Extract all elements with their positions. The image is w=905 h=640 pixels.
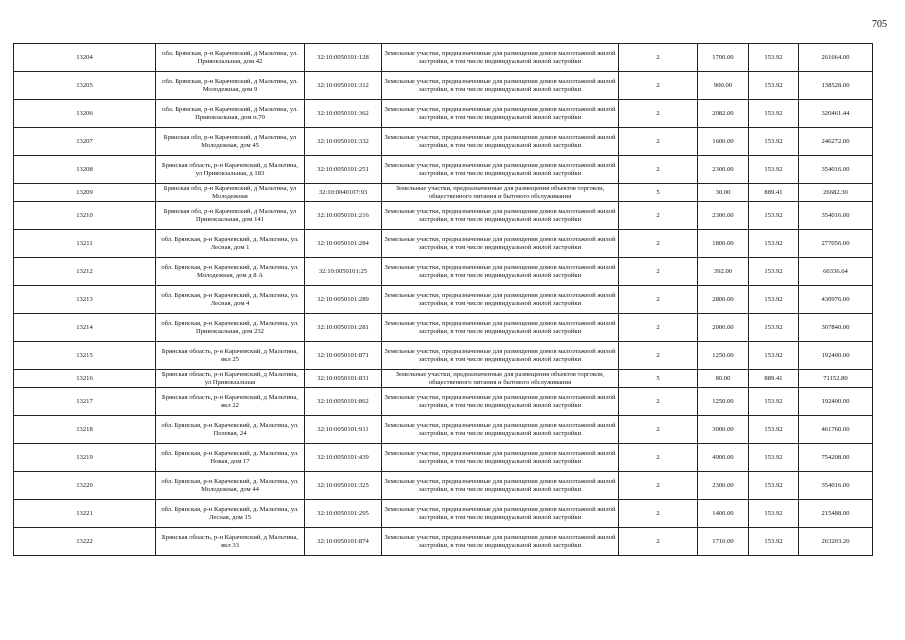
group-number: 2 xyxy=(619,342,698,370)
cadastral-value-cell: 277056.00 xyxy=(799,230,873,258)
land-use-type: Земельные участки, предназначенные для размещения домов малоэтажной жилой застройки, в том числе индивидуальной жилой застройки xyxy=(382,416,619,444)
specific-value-cell: 153.92 xyxy=(749,416,799,444)
specific-value-cell: 153.92 xyxy=(749,342,799,370)
specific-value-cell: 153.92 xyxy=(749,100,799,128)
group-number: 2 xyxy=(619,528,698,556)
land-use-type: Земельные участки, предназначенные для размещения объектов торговли, общественного питания и бытового обслуживания xyxy=(382,370,619,388)
land-use-type: Земельные участки, предназначенные для размещения домов малоэтажной жилой застройки, в том числе индивидуальной жилой застройки xyxy=(382,128,619,156)
area-cell: 2300.00 xyxy=(698,472,749,500)
address-cell: Брянская область, р-н Карачевский, д Мальтина, ул Привокзальная xyxy=(156,370,305,388)
group-number: 2 xyxy=(619,100,698,128)
cadastral-number: 32:10:0050101:862 xyxy=(305,388,382,416)
address-cell: обл. Брянская, р-н Карачевский, д. Мальтина, ул. Лесная, дом 15 xyxy=(156,500,305,528)
table-row xyxy=(14,286,873,314)
land-use-type: Земельные участки, предназначенные для размещения домов малоэтажной жилой застройки, в том числе индивидуальной жилой застройки xyxy=(382,286,619,314)
table-row xyxy=(14,258,873,286)
group-number: 2 xyxy=(619,156,698,184)
cadastral-number: 32:10:0050101:128 xyxy=(305,44,382,72)
row-number: 13207 xyxy=(14,128,156,156)
table-row xyxy=(14,184,873,202)
address-cell: Брянская область, р-н Карачевский, д Мальтина, вкл 22 xyxy=(156,388,305,416)
area-cell: 1800.00 xyxy=(698,230,749,258)
area-cell: 2082.00 xyxy=(698,100,749,128)
address-cell: обл. Брянская, р-н Карачевский, д. Мальтина, ул. Молодежная, дом д 8 А xyxy=(156,258,305,286)
row-number: 13204 xyxy=(14,44,156,72)
cadastral-number: 32:10:0050101:362 xyxy=(305,100,382,128)
specific-value-cell: 153.92 xyxy=(749,128,799,156)
cadastral-value-cell: 461760.00 xyxy=(799,416,873,444)
specific-value-cell: 153.92 xyxy=(749,156,799,184)
land-use-type: Земельные участки, предназначенные для размещения домов малоэтажной жилой застройки, в том числе индивидуальной жилой застройки xyxy=(382,258,619,286)
cadastral-value-cell: 307840.00 xyxy=(799,314,873,342)
area-cell: 900.00 xyxy=(698,72,749,100)
land-use-type: Земельные участки, предназначенные для размещения домов малоэтажной жилой застройки, в том числе индивидуальной жилой застройки xyxy=(382,72,619,100)
cadastral-number: 32:10:0050101:332 xyxy=(305,128,382,156)
area-cell: 1710.00 xyxy=(698,528,749,556)
table-row xyxy=(14,342,873,370)
group-number: 2 xyxy=(619,230,698,258)
cadastral-value-cell: 320461.44 xyxy=(799,100,873,128)
land-use-type: Земельные участки, предназначенные для размещения домов малоэтажной жилой застройки, в том числе индивидуальной жилой застройки xyxy=(382,500,619,528)
row-number: 13205 xyxy=(14,72,156,100)
address-cell: обл. Брянская, р-н Карачевский, д Мальтина, ул. Привокзальная, дом п.70 xyxy=(156,100,305,128)
cadastral-value-cell: 71152.80 xyxy=(799,370,873,388)
row-number: 13222 xyxy=(14,528,156,556)
area-cell: 2000.00 xyxy=(698,314,749,342)
cadastral-number: 32:10:0050101:911 xyxy=(305,416,382,444)
specific-value-cell: 889.41 xyxy=(749,370,799,388)
address-cell: обл. Брянская, р-н Карачевский, д. Мальтина, ул. Полевая, 24 xyxy=(156,416,305,444)
address-cell: обл. Брянская, р-н Карачевский, д. Мальтина, ул. Новая, дом 17 xyxy=(156,444,305,472)
cadastral-number: 32:10:0050101:831 xyxy=(305,370,382,388)
cadastral-value-cell: 261664.00 xyxy=(799,44,873,72)
cadastral-number: 32:10:0050101:251 xyxy=(305,156,382,184)
address-cell: обл. Брянская, р-н Карачевский, д. Мальтина, ул. Лесная, дом 1 xyxy=(156,230,305,258)
table-row xyxy=(14,202,873,230)
specific-value-cell: 153.92 xyxy=(749,314,799,342)
specific-value-cell: 153.92 xyxy=(749,230,799,258)
row-number: 13212 xyxy=(14,258,156,286)
specific-value-cell: 153.92 xyxy=(749,202,799,230)
cadastral-value-cell: 60336.64 xyxy=(799,258,873,286)
land-use-type: Земельные участки, предназначенные для размещения домов малоэтажной жилой застройки, в том числе индивидуальной жилой застройки xyxy=(382,528,619,556)
address-cell: Брянская область, р-н Карачевский, д Мальтина, вкл 25 xyxy=(156,342,305,370)
cadastral-value-cell: 354016.00 xyxy=(799,156,873,184)
area-cell: 80.00 xyxy=(698,370,749,388)
group-number: 5 xyxy=(619,184,698,202)
row-number: 13206 xyxy=(14,100,156,128)
group-number: 2 xyxy=(619,258,698,286)
specific-value-cell: 153.92 xyxy=(749,472,799,500)
cadastral-number: 32:10:0050101:25 xyxy=(305,258,382,286)
cadastral-value-cell: 138528.00 xyxy=(799,72,873,100)
table-row xyxy=(14,44,873,72)
group-number: 5 xyxy=(619,370,698,388)
row-number: 13215 xyxy=(14,342,156,370)
cadastral-value-cell: 354016.00 xyxy=(799,472,873,500)
table-row xyxy=(14,128,873,156)
table-row xyxy=(14,472,873,500)
table-row xyxy=(14,500,873,528)
table-row xyxy=(14,72,873,100)
area-cell: 1400.00 xyxy=(698,500,749,528)
row-number: 13219 xyxy=(14,444,156,472)
cadastral-number: 32:10:0050101:281 xyxy=(305,314,382,342)
row-number: 13218 xyxy=(14,416,156,444)
cadastral-value-cell: 192400.00 xyxy=(799,342,873,370)
land-use-type: Земельные участки, предназначенные для размещения домов малоэтажной жилой застройки, в том числе индивидуальной жилой застройки xyxy=(382,314,619,342)
area-cell: 1250.00 xyxy=(698,388,749,416)
specific-value-cell: 153.92 xyxy=(749,388,799,416)
cadastral-number: 32:10:0050101:312 xyxy=(305,72,382,100)
land-use-type: Земельные участки, предназначенные для размещения домов малоэтажной жилой застройки, в том числе индивидуальной жилой застройки xyxy=(382,100,619,128)
area-cell: 2800.00 xyxy=(698,286,749,314)
address-cell: обл. Брянская, р-н Карачевский, д. Мальтина, ул. Лесная, дом 4 xyxy=(156,286,305,314)
cadastral-value-cell: 215488.00 xyxy=(799,500,873,528)
area-cell: 30.00 xyxy=(698,184,749,202)
cadastral-value-cell: 754208.00 xyxy=(799,444,873,472)
group-number: 2 xyxy=(619,444,698,472)
cadastral-value-cell: 354016.00 xyxy=(799,202,873,230)
land-use-type: Земельные участки, предназначенные для размещения домов малоэтажной жилой застройки, в том числе индивидуальной жилой застройки xyxy=(382,388,619,416)
row-number: 13213 xyxy=(14,286,156,314)
table-row xyxy=(14,528,873,556)
land-use-type: Земельные участки, предназначенные для размещения домов малоэтажной жилой застройки, в том числе индивидуальной жилой застройки xyxy=(382,156,619,184)
specific-value-cell: 153.92 xyxy=(749,72,799,100)
group-number: 2 xyxy=(619,44,698,72)
row-number: 13209 xyxy=(14,184,156,202)
page-number: 705 xyxy=(872,19,887,30)
address-cell: Брянская обл, р-н Карачевский, д Мальтина, ул Молодежная, дом 45 xyxy=(156,128,305,156)
cadastral-value-cell: 263203.20 xyxy=(799,528,873,556)
group-number: 2 xyxy=(619,286,698,314)
area-cell: 2300.00 xyxy=(698,156,749,184)
group-number: 2 xyxy=(619,202,698,230)
area-cell: 3000.00 xyxy=(698,416,749,444)
address-cell: обл. Брянская, р-н Карачевский, д. Мальтина, ул. Молодежная, дом 44 xyxy=(156,472,305,500)
specific-value-cell: 889.41 xyxy=(749,184,799,202)
address-cell: Брянская обл, р-н Карачевский, д Мальтина, ул Молодежная xyxy=(156,184,305,202)
area-cell: 2300.00 xyxy=(698,202,749,230)
row-number: 13211 xyxy=(14,230,156,258)
land-use-type: Земельные участки, предназначенные для размещения домов малоэтажной жилой застройки, в том числе индивидуальной жилой застройки xyxy=(382,230,619,258)
cadastral-number: 32:10:0050101:871 xyxy=(305,342,382,370)
area-cell: 4900.00 xyxy=(698,444,749,472)
area-cell: 1600.00 xyxy=(698,128,749,156)
cadastral-number: 32:10:0050101:284 xyxy=(305,230,382,258)
specific-value-cell: 153.92 xyxy=(749,44,799,72)
group-number: 2 xyxy=(619,388,698,416)
group-number: 2 xyxy=(619,416,698,444)
group-number: 2 xyxy=(619,128,698,156)
area-cell: 392.00 xyxy=(698,258,749,286)
table-row xyxy=(14,444,873,472)
address-cell: обл. Брянская, р-н Карачевский, д Мальтина, ул. Привокзальная, дом 42 xyxy=(156,44,305,72)
row-number: 13210 xyxy=(14,202,156,230)
land-use-type: Земельные участки, предназначенные для размещения домов малоэтажной жилой застройки, в том числе индивидуальной жилой застройки xyxy=(382,342,619,370)
address-cell: обл. Брянская, р-н Карачевский, д Мальтина, ул. Молодежная, дом 9 xyxy=(156,72,305,100)
group-number: 2 xyxy=(619,72,698,100)
cadastral-value-cell: 192400.00 xyxy=(799,388,873,416)
table-row xyxy=(14,230,873,258)
cadastral-number: 32:10:0050101:289 xyxy=(305,286,382,314)
address-cell: Брянская область, р-н Карачевский, д Мальтина, вкл 33 xyxy=(156,528,305,556)
area-cell: 1700.00 xyxy=(698,44,749,72)
specific-value-cell: 153.92 xyxy=(749,258,799,286)
cadastral-number: 32:10:0050101:216 xyxy=(305,202,382,230)
group-number: 2 xyxy=(619,500,698,528)
address-cell: обл. Брянская, р-н Карачевский, д. Мальтина, ул. Привокзальная, дом 232 xyxy=(156,314,305,342)
table-row xyxy=(14,388,873,416)
land-use-type: Земельные участки, предназначенные для размещения домов малоэтажной жилой застройки, в том числе индивидуальной жилой застройки xyxy=(382,472,619,500)
table-row xyxy=(14,370,873,388)
group-number: 2 xyxy=(619,472,698,500)
table-row xyxy=(14,314,873,342)
row-number: 13221 xyxy=(14,500,156,528)
row-number: 13220 xyxy=(14,472,156,500)
row-number: 13217 xyxy=(14,388,156,416)
row-number: 13214 xyxy=(14,314,156,342)
table-row xyxy=(14,156,873,184)
table-row xyxy=(14,416,873,444)
cadastral-number: 32:10:0050101:874 xyxy=(305,528,382,556)
land-plot-table xyxy=(13,43,873,556)
cadastral-number: 32:10:0050101:439 xyxy=(305,444,382,472)
cadastral-number: 32:10:0040107:93 xyxy=(305,184,382,202)
cadastral-value-cell: 430976.00 xyxy=(799,286,873,314)
cadastral-value-cell: 26682.30 xyxy=(799,184,873,202)
land-use-type: Земельные участки, предназначенные для размещения домов малоэтажной жилой застройки, в том числе индивидуальной жилой застройки xyxy=(382,44,619,72)
cadastral-value-cell: 246272.00 xyxy=(799,128,873,156)
group-number: 2 xyxy=(619,314,698,342)
area-cell: 1250.00 xyxy=(698,342,749,370)
address-cell: Брянская обл, р-н Карачевский, д Мальтина, ул Привокзальная, дом 141 xyxy=(156,202,305,230)
row-number: 13216 xyxy=(14,370,156,388)
table-row xyxy=(14,100,873,128)
land-use-type: Земельные участки, предназначенные для размещения объектов торговли, общественного питания и бытового обслуживания xyxy=(382,184,619,202)
specific-value-cell: 153.92 xyxy=(749,528,799,556)
cadastral-number: 32:10:0050101:295 xyxy=(305,500,382,528)
row-number: 13208 xyxy=(14,156,156,184)
cadastral-number: 32:10:0050101:325 xyxy=(305,472,382,500)
address-cell: Брянская область, р-н Карачевский, д Мальтина, ул Привокзальная, д 183 xyxy=(156,156,305,184)
land-use-type: Земельные участки, предназначенные для размещения домов малоэтажной жилой застройки, в том числе индивидуальной жилой застройки xyxy=(382,444,619,472)
specific-value-cell: 153.92 xyxy=(749,286,799,314)
specific-value-cell: 153.92 xyxy=(749,444,799,472)
specific-value-cell: 153.92 xyxy=(749,500,799,528)
land-use-type: Земельные участки, предназначенные для размещения домов малоэтажной жилой застройки, в том числе индивидуальной жилой застройки xyxy=(382,202,619,230)
